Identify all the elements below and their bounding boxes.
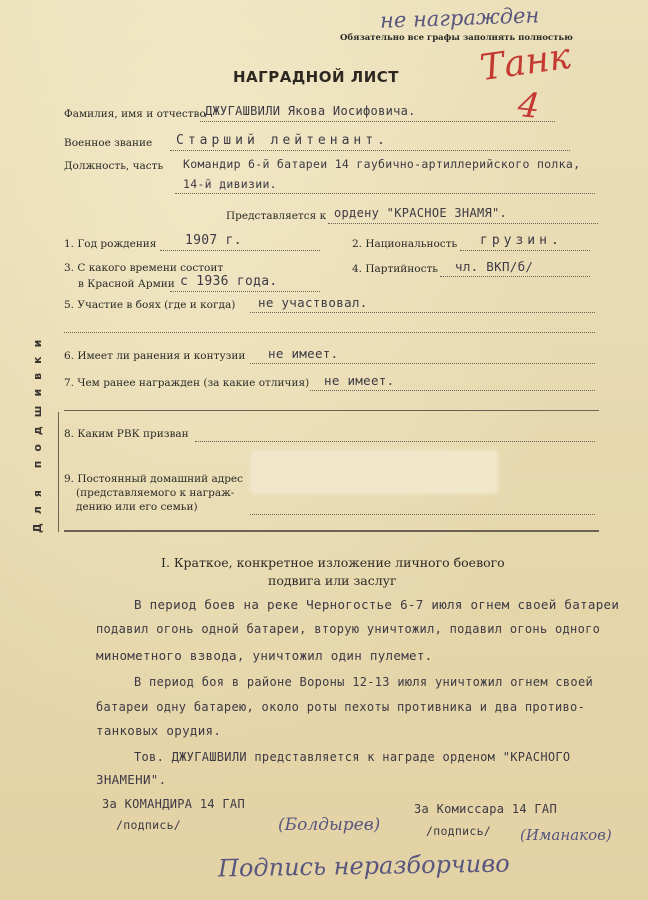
position-line: [175, 193, 595, 194]
battles-line: [250, 312, 595, 313]
page-title: НАГРАДНОЙ ЛИСТ: [233, 68, 400, 86]
rank-line: [170, 150, 570, 151]
sidebar-label: Для подшивки: [31, 330, 44, 534]
section1-line-8: ЗНАМЕНИ".: [96, 772, 167, 787]
section1-line-2: подавил огонь одной батареи, вторую уничтожил, подавил огонь одного: [96, 622, 601, 636]
name-line: [200, 121, 555, 122]
battles-line-2: [64, 332, 595, 333]
nominated-value: ордену "КРАСНОЕ ЗНАМЯ".: [334, 206, 508, 220]
sidebar-rule: [58, 412, 61, 532]
birth-year-line: [160, 250, 320, 251]
commander-signature: (Болдырев): [278, 815, 381, 835]
rank-label: Военное звание: [64, 137, 153, 149]
position-label: Должность, часть: [64, 160, 164, 172]
section1-line-3: минометного взвода, уничтожил один пулемет.: [96, 648, 433, 663]
section1-line-4: В период боя в районе Вороны 12-13 июля уничтожил огнем своей: [134, 675, 594, 689]
nationality-line: [460, 250, 590, 251]
address-label-line3: дению или его семьи): [76, 501, 198, 513]
section1-line-1: В период боев на реке Черногостье 6-7 июля огнем своей батареи: [134, 597, 620, 612]
address-label-line2: (представляемого к награж-: [76, 487, 235, 499]
nationality-label: 2. Национальность: [352, 238, 458, 250]
party-value: чл. ВКП/б/: [455, 259, 534, 274]
commissar-title: За Комиссара 14 ГАП: [414, 802, 557, 816]
service-since-value: с 1936 года.: [180, 274, 278, 289]
rvk-line: [195, 441, 595, 442]
party-line: [440, 276, 590, 277]
red-number: 4: [515, 84, 542, 128]
nominated-line: [328, 223, 598, 224]
wounds-value: не имеет.: [268, 346, 339, 361]
position-value-line2: 14-й дивизии.: [183, 177, 277, 191]
name-label: Фамилия, имя и отчество: [64, 108, 206, 120]
battles-label: 5. Участие в боях (где и когда): [64, 299, 236, 311]
battles-value: не участвовал.: [258, 295, 368, 310]
position-value-line1: Командир 6-й батареи 14 гаубично-артиллерийского полка,: [183, 157, 581, 171]
awards-label: 7. Чем ранее награжден (за какие отличия): [64, 377, 310, 389]
redacted-address: [250, 450, 498, 494]
bottom-handwritten-note: Подпись неразборчиво: [217, 849, 510, 883]
service-since-label-line2: в Красной Армии: [78, 278, 175, 290]
wounds-label: 6. Имеет ли ранения и контузии: [64, 350, 246, 362]
handwritten-note: не награжден: [379, 3, 540, 33]
service-since-label-line1: 3. С какого времени состоит: [64, 262, 224, 274]
party-label: 4. Партийность: [352, 263, 439, 275]
section1-heading-line1: I. Краткое, конкретное изложение личного боевого: [161, 555, 505, 570]
section1-line-6: танковых орудия.: [96, 723, 222, 738]
birth-year-value: 1907 г.: [185, 233, 242, 248]
nationality-value: грузин.: [480, 233, 563, 248]
wounds-line: [250, 363, 595, 364]
awards-value: не имеет.: [324, 373, 395, 388]
commander-sub: /подпись/: [116, 818, 182, 832]
divider-1: [64, 410, 599, 411]
divider-2: [64, 530, 599, 532]
rvk-label: 8. Каким РВК призван: [64, 428, 189, 440]
name-value: ДЖУГАШВИЛИ Якова Иосифовича.: [205, 104, 416, 118]
section1-line-5: батареи одну батарею, около роты пехоты противника и два противо-: [96, 700, 586, 714]
birth-year-label: 1. Год рождения: [64, 238, 157, 250]
section1-line-7: Тов. ДЖУГАШВИЛИ представляется к награде орденом "КРАСНОГО: [134, 750, 571, 764]
commissar-signature: (Иманаков): [520, 826, 612, 844]
address-label-line1: 9. Постоянный домашний адрес: [64, 473, 244, 485]
fill-instruction: Обязательно все графы заполнять полностью: [340, 33, 573, 43]
awards-line: [310, 390, 595, 391]
nominated-label: Представляется к: [226, 210, 327, 222]
commissar-sub: /подпись/: [426, 824, 492, 838]
service-since-line: [170, 291, 320, 292]
commander-title: За КОМАНДИРА 14 ГАП: [102, 797, 245, 811]
rank-value: Старший лейтенант.: [176, 133, 389, 148]
pencil-mark: Танк: [477, 35, 574, 90]
section1-heading-line2: подвига или заслуг: [268, 573, 397, 588]
address-line: [250, 514, 595, 515]
